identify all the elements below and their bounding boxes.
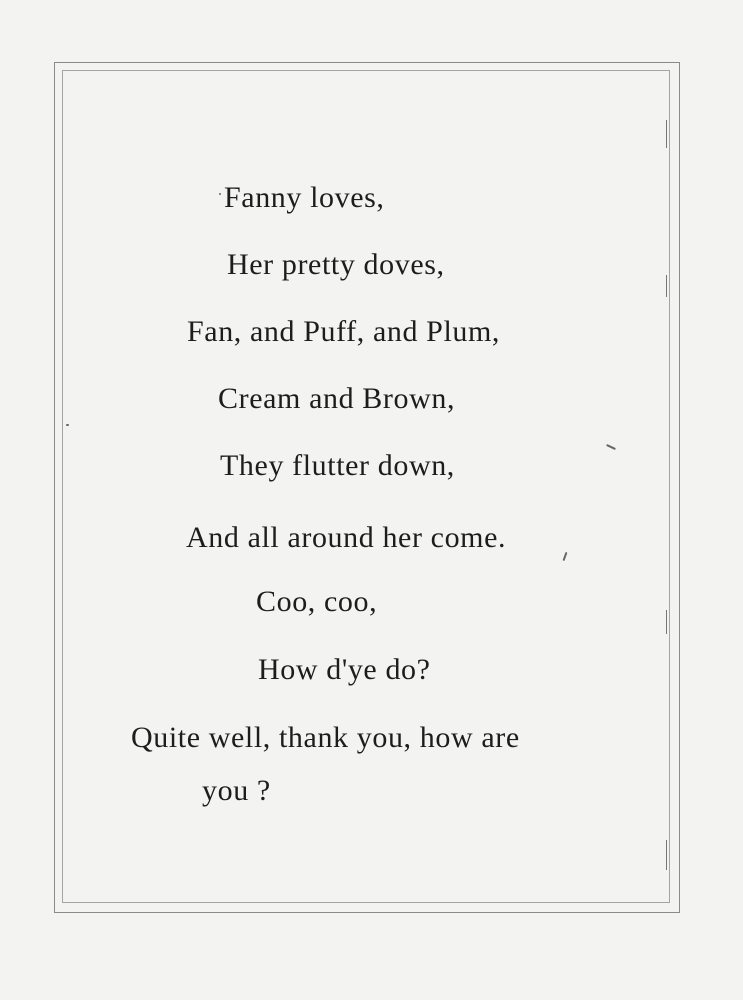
poem-line-7: Coo, coo,: [256, 585, 378, 618]
poem-line-1: Fanny loves,: [224, 181, 385, 214]
poem-line-10: you ?: [202, 774, 271, 807]
margin-mark: [666, 840, 667, 870]
ink-speck: [66, 424, 69, 426]
margin-mark: [666, 610, 667, 634]
margin-mark: [666, 120, 667, 148]
poem-line-2: Her pretty doves,: [227, 248, 445, 281]
poem-line-9: Quite well, thank you, how are: [131, 721, 520, 754]
poem-line-5: They flutter down,: [220, 449, 455, 482]
poem-line-6: And all around her come.: [186, 521, 507, 554]
poem-line-4: Cream and Brown,: [218, 382, 456, 415]
poem-line-8: How d'ye do?: [258, 653, 431, 686]
ink-speck: [219, 193, 221, 195]
poem-line-3: Fan, and Puff, and Plum,: [187, 315, 501, 348]
margin-mark: [666, 275, 667, 297]
